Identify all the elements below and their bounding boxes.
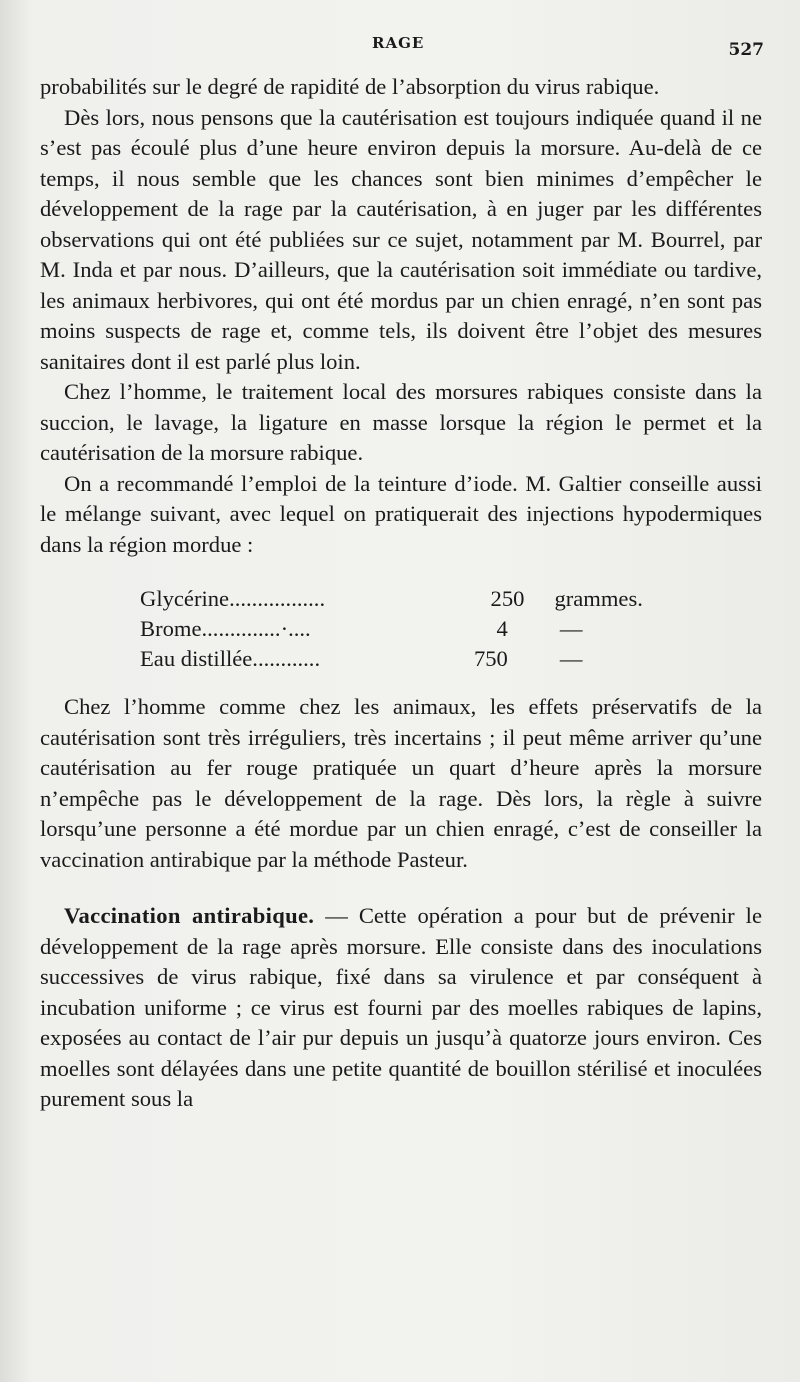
recipe-ingredient: Eau distillée............ [140, 646, 321, 671]
page-number: 527 [728, 40, 764, 60]
running-head [0, 34, 800, 58]
paragraph-vaccination-text: — Cette opération a pour but de prévenir le développement de la rage après morsure. Elle consiste dans des inoculations successives de virus rabique, fixé dans sa virulence et par conséquent à incubation uniforme ; ce virus est fourni par des moelles rabiques de lapins, exposées au contact de l’air pur depuis un jusqu’à quatorze jours environ. Ces moelles sont délayées dans une petite quantité de bouillon stérilisé et inoculées purement sous la [40, 903, 762, 1111]
section-heading-vaccination: Vaccination antirabique. [64, 903, 315, 928]
recipe-quantity: 4 [496, 616, 508, 641]
paragraph-vaccination [40, 901, 762, 1115]
recipe-unit: grammes. [554, 586, 643, 611]
recipe-quantity: 750 [473, 646, 508, 671]
recipe-row [140, 614, 680, 644]
recipe-ingredient: Glycérine................. [140, 586, 326, 611]
section-gap [40, 875, 762, 901]
paragraph-cauterization-timing: Dès lors, nous pensons que la cautérisation est toujours indiquée quand il ne s’est pas écoulé plus d’une heure environ depuis la morsure. Au-delà de ce temps, il nous semble que les chances sont bien minimes d’empêcher le développement de la rage par la cautérisation, à en juger par les différentes observations qui ont été publiées sur ce sujet, notamment par M. Bourrel, par M. Inda et par nous. D’ailleurs, que la cautérisation soit immédiate ou tardive, les animaux herbivores, qui ont été mordus par un chien enragé, n’en sont pas moins suspects de rage et, comme tels, ils doivent être l’objet des mesures sanitaires dont il est parlé plus loin. [40, 104, 762, 374]
recipe-table [140, 584, 680, 674]
running-title: RAGE [372, 34, 425, 52]
paragraph-local-treatment: Chez l’homme, le traitement local des morsures rabiques consiste dans la succion, le lavage, la ligature en masse lorsque la région le permet et la cautérisation de la morsure rabique. [40, 379, 762, 465]
paragraph-iodine-mixture: On a recommandé l’emploi de la teinture d’iode. M. Galtier conseille aussi le mélange suivant, avec lequel on pratiquerait des injections hypodermiques dans la région mordue : [40, 470, 762, 557]
paragraph-preservative-effects: Chez l’homme comme chez les animaux, les effets préservatifs de la cautérisation sont très irréguliers, très incertains ; il peut même arriver qu’une cautérisation au fer rouge pratiquée un quart d’heure après la morsure n’empêche pas le développement de la rage. Dès lors, la règle à suivre lorsqu’une personne a été mordue par un chien enragé, c’est de conseiller la vaccination antirabique par la méthode Pasteur. [40, 694, 762, 872]
paragraph-continuation: probabilités sur le degré de rapidité de l’absorption du virus rabique. [40, 74, 660, 99]
body-text [40, 72, 762, 1115]
recipe-quantity: 250 [490, 586, 525, 611]
recipe-ingredient: Brome..............·.... [140, 616, 311, 641]
recipe-unit: — [559, 616, 583, 641]
recipe-unit: — [559, 646, 583, 671]
recipe-row [140, 584, 680, 614]
recipe-row [140, 644, 680, 674]
